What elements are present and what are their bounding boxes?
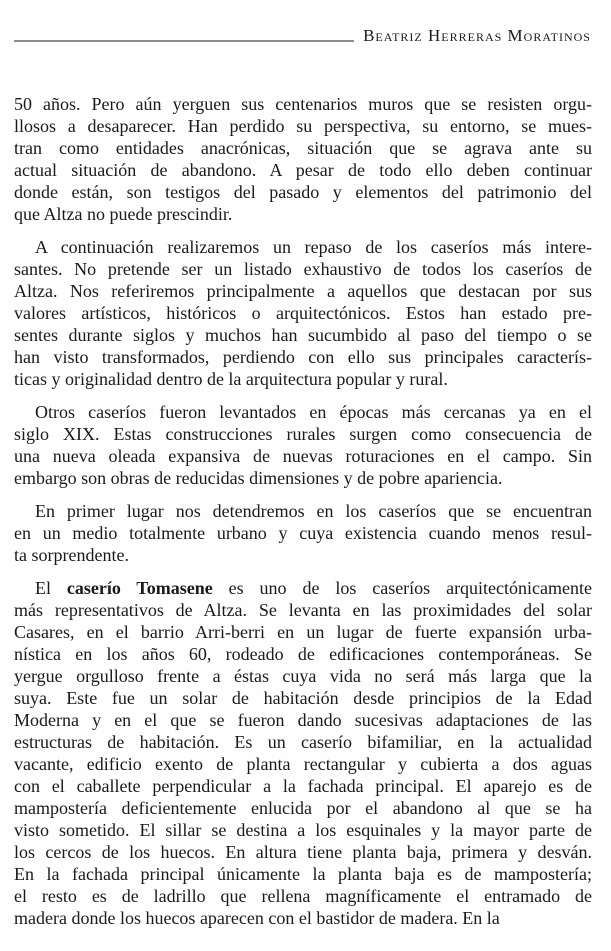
text-line (14, 797, 592, 819)
text-line (14, 500, 592, 522)
text-line (14, 302, 592, 324)
text-line (14, 181, 592, 203)
text-run: embargo son obras de reducidas dimensiones y de pobre apariencia. (14, 468, 503, 488)
text-run: vacante, edificio exento de planta rectangular y cubierta a dos aguas (14, 754, 592, 774)
text-line (14, 885, 592, 907)
text-run: una nueva oleada expansiva de nuevas roturaciones en el campo. Sin (14, 446, 592, 466)
text-run: Altza. Nos referiremos principalmente a aquellos que destacan por sus (14, 281, 592, 301)
text-run: tran como entidades anacrónicas, situación que se agrava ante su (14, 138, 592, 158)
page-header (14, 26, 591, 46)
text-run: En primer lugar nos detendremos en los caseríos que se encuentran (35, 501, 592, 521)
text-run: Otros caseríos fueron levantados en épocas más cercanas ya en el (35, 402, 592, 422)
text-line (14, 819, 592, 841)
text-line (14, 643, 592, 665)
text-line (14, 346, 592, 368)
text-run: santes. No pretende ser un listado exhaustivo de todos los caseríos de (14, 259, 592, 279)
text-run: el resto es de ladrillo que rellena magníficamente el entramado de (14, 886, 592, 906)
text-line (14, 522, 592, 544)
text-line (14, 863, 592, 885)
text-line (14, 907, 592, 929)
text-run: nística en los años 60, rodeado de edificaciones contemporáneas. Se (14, 644, 592, 664)
text-run: valores artísticos, históricos o arquitectónicos. Estos han estado pre- (14, 303, 592, 323)
text-run: madera donde los huecos aparecen con el bastidor de madera. En la (14, 908, 500, 928)
text-run: donde están, son testigos del pasado y elementos del patrimonio del (14, 182, 592, 202)
text-line (14, 236, 592, 258)
text-run: yergue orgulloso frente a éstas cuya vida no será más larga que la (14, 666, 592, 686)
text-run: más representativos de Altza. Se levanta en las proximidades del solar (14, 600, 592, 620)
text-line (14, 731, 592, 753)
text-run: actual situación de abandono. A pesar de todo ello deben continuar (14, 160, 592, 180)
text-run: llosos a desaparecer. Han perdido su perspectiva, su entorno, se mues- (14, 116, 592, 136)
paragraph (14, 93, 592, 225)
text-line (14, 467, 592, 489)
text-line (14, 368, 592, 390)
page-body (14, 93, 592, 940)
text-line (14, 258, 592, 280)
text-run: sentes durante siglos y muchos han sucumbido al paso del tiempo o se (14, 325, 592, 345)
text-run: El (35, 578, 67, 598)
text-line (14, 665, 592, 687)
text-run: En la fachada principal únicamente la planta baja es de mampostería; (14, 864, 592, 884)
text-run: ta sorprendente. (14, 545, 129, 565)
text-line (14, 544, 592, 566)
bold-text-run: caserío Tomasene (66, 578, 213, 598)
text-run: que Altza no puede prescindir. (14, 204, 233, 224)
text-run: 50 años. Pero aún yerguen sus centenarios muros que se resisten orgu- (14, 94, 592, 114)
paragraph (14, 577, 592, 929)
text-line (14, 775, 592, 797)
text-line (14, 687, 592, 709)
text-run: han visto transformados, perdiendo con ello sus principales caracterís- (14, 347, 592, 367)
text-line (14, 709, 592, 731)
text-run: ticas y originalidad dentro de la arquitectura popular y rural. (14, 369, 448, 389)
paragraph (14, 236, 592, 390)
paragraph (14, 401, 592, 489)
text-line (14, 93, 592, 115)
header-rule (14, 40, 354, 42)
text-run: suya. Este fue un solar de habitación desde principios de la Edad (14, 688, 592, 708)
text-line (14, 753, 592, 775)
text-run: visto sometido. El sillar se destina a los esquinales y la mayor parte de (14, 820, 592, 840)
text-run: estructuras de habitación. Es un caserío bifamiliar, en la actualidad (14, 732, 592, 752)
text-line (14, 137, 592, 159)
text-run: con el caballete perpendicular a la fachada principal. El aparejo es de (14, 776, 592, 796)
text-run: en un medio totalmente urbano y cuya existencia cuando menos resul- (14, 523, 592, 543)
text-line (14, 621, 592, 643)
text-run: A continuación realizaremos un repaso de los caseríos más intere- (35, 237, 592, 257)
text-run: Moderna y en el que se fueron dando sucesivas adaptaciones de las (14, 710, 592, 730)
text-run: es uno de los caseríos arquitectónicamente (212, 578, 592, 598)
text-line (14, 159, 592, 181)
text-line (14, 203, 592, 225)
paragraph (14, 500, 592, 566)
text-line (14, 445, 592, 467)
author-name: Beatriz Herreras Moratinos (363, 26, 591, 45)
text-line (14, 324, 592, 346)
text-line (14, 115, 592, 137)
text-line (14, 577, 592, 599)
text-run: Casares, en el barrio Arri-berri en un lugar de fuerte expansión urba- (14, 622, 592, 642)
text-run: los cercos de los huecos. En altura tiene planta baja, primera y desván. (14, 842, 592, 862)
text-run: siglo XIX. Estas construcciones rurales surgen como consecuencia de (14, 424, 592, 444)
text-run: mampostería deficientemente enlucida por el abandono al que se ha (14, 798, 592, 818)
text-line (14, 280, 592, 302)
text-line (14, 599, 592, 621)
text-line (14, 423, 592, 445)
text-line (14, 841, 592, 863)
text-line (14, 401, 592, 423)
